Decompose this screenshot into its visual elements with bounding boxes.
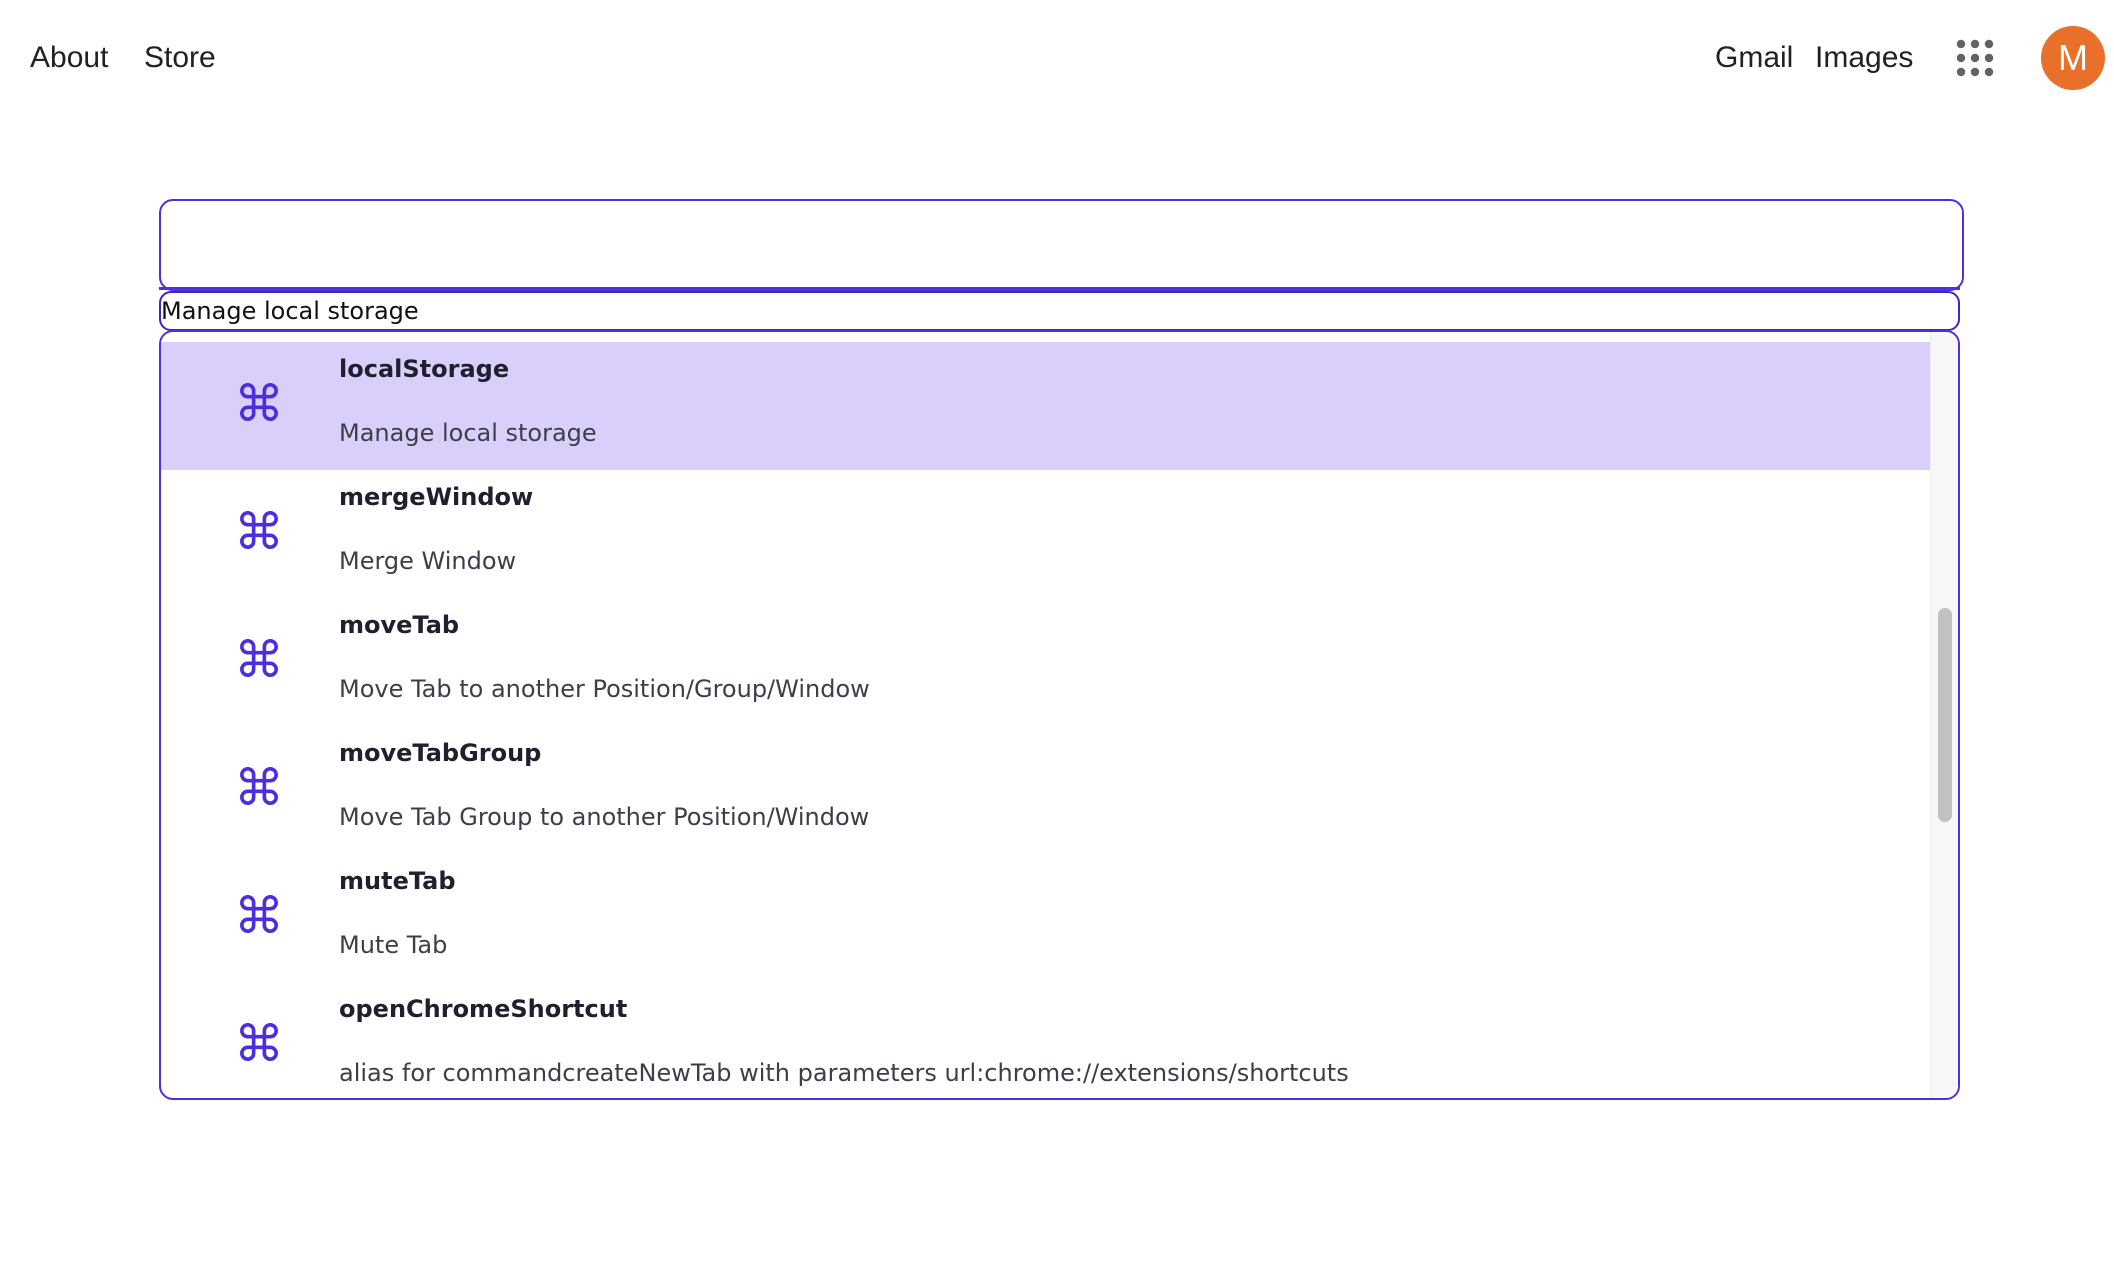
gmail-link[interactable]: Gmail xyxy=(1715,41,1794,74)
command-item[interactable] xyxy=(161,982,1931,1100)
scrollbar-track[interactable] xyxy=(1930,332,1958,1098)
command-title: moveTabGroup xyxy=(339,739,542,767)
about-link[interactable]: About xyxy=(30,41,109,74)
command-item[interactable] xyxy=(161,598,1931,726)
avatar[interactable]: M xyxy=(2041,26,2105,90)
command-title: moveTab xyxy=(339,611,460,639)
command-description: Mute Tab xyxy=(339,931,448,959)
scrollbar-thumb[interactable] xyxy=(1938,608,1952,822)
selected-command-preview: Manage local storage xyxy=(159,291,1960,331)
command-results-list xyxy=(159,330,1960,1100)
command-title: muteTab xyxy=(339,867,456,895)
command-item[interactable] xyxy=(161,854,1931,982)
command-description: Merge Window xyxy=(339,547,517,575)
top-bar xyxy=(0,0,2114,116)
command-icon: ⌘ xyxy=(234,1015,284,1073)
command-description: Move Tab Group to another Position/Window xyxy=(339,803,870,831)
command-item[interactable] xyxy=(161,470,1931,598)
command-icon: ⌘ xyxy=(234,375,284,433)
command-icon: ⌘ xyxy=(234,503,284,561)
command-item[interactable] xyxy=(161,726,1931,854)
search-input-underline xyxy=(159,287,1960,290)
command-search-input[interactable] xyxy=(159,199,1964,291)
store-link[interactable]: Store xyxy=(144,41,216,74)
command-title: mergeWindow xyxy=(339,483,534,511)
command-icon: ⌘ xyxy=(234,759,284,817)
images-link[interactable]: Images xyxy=(1815,41,1914,74)
command-description: Move Tab to another Position/Group/Window xyxy=(339,675,870,703)
command-icon: ⌘ xyxy=(234,631,284,689)
apps-grid-icon[interactable] xyxy=(1955,38,1995,78)
command-description: Manage local storage xyxy=(339,419,597,447)
command-icon: ⌘ xyxy=(234,887,284,945)
command-description: alias for commandcreateNewTab with parameters url:chrome://extensions/shortcuts xyxy=(339,1059,1349,1087)
command-title: openChromeShortcut xyxy=(339,995,628,1023)
command-item[interactable] xyxy=(161,342,1931,470)
command-title: localStorage xyxy=(339,355,510,383)
